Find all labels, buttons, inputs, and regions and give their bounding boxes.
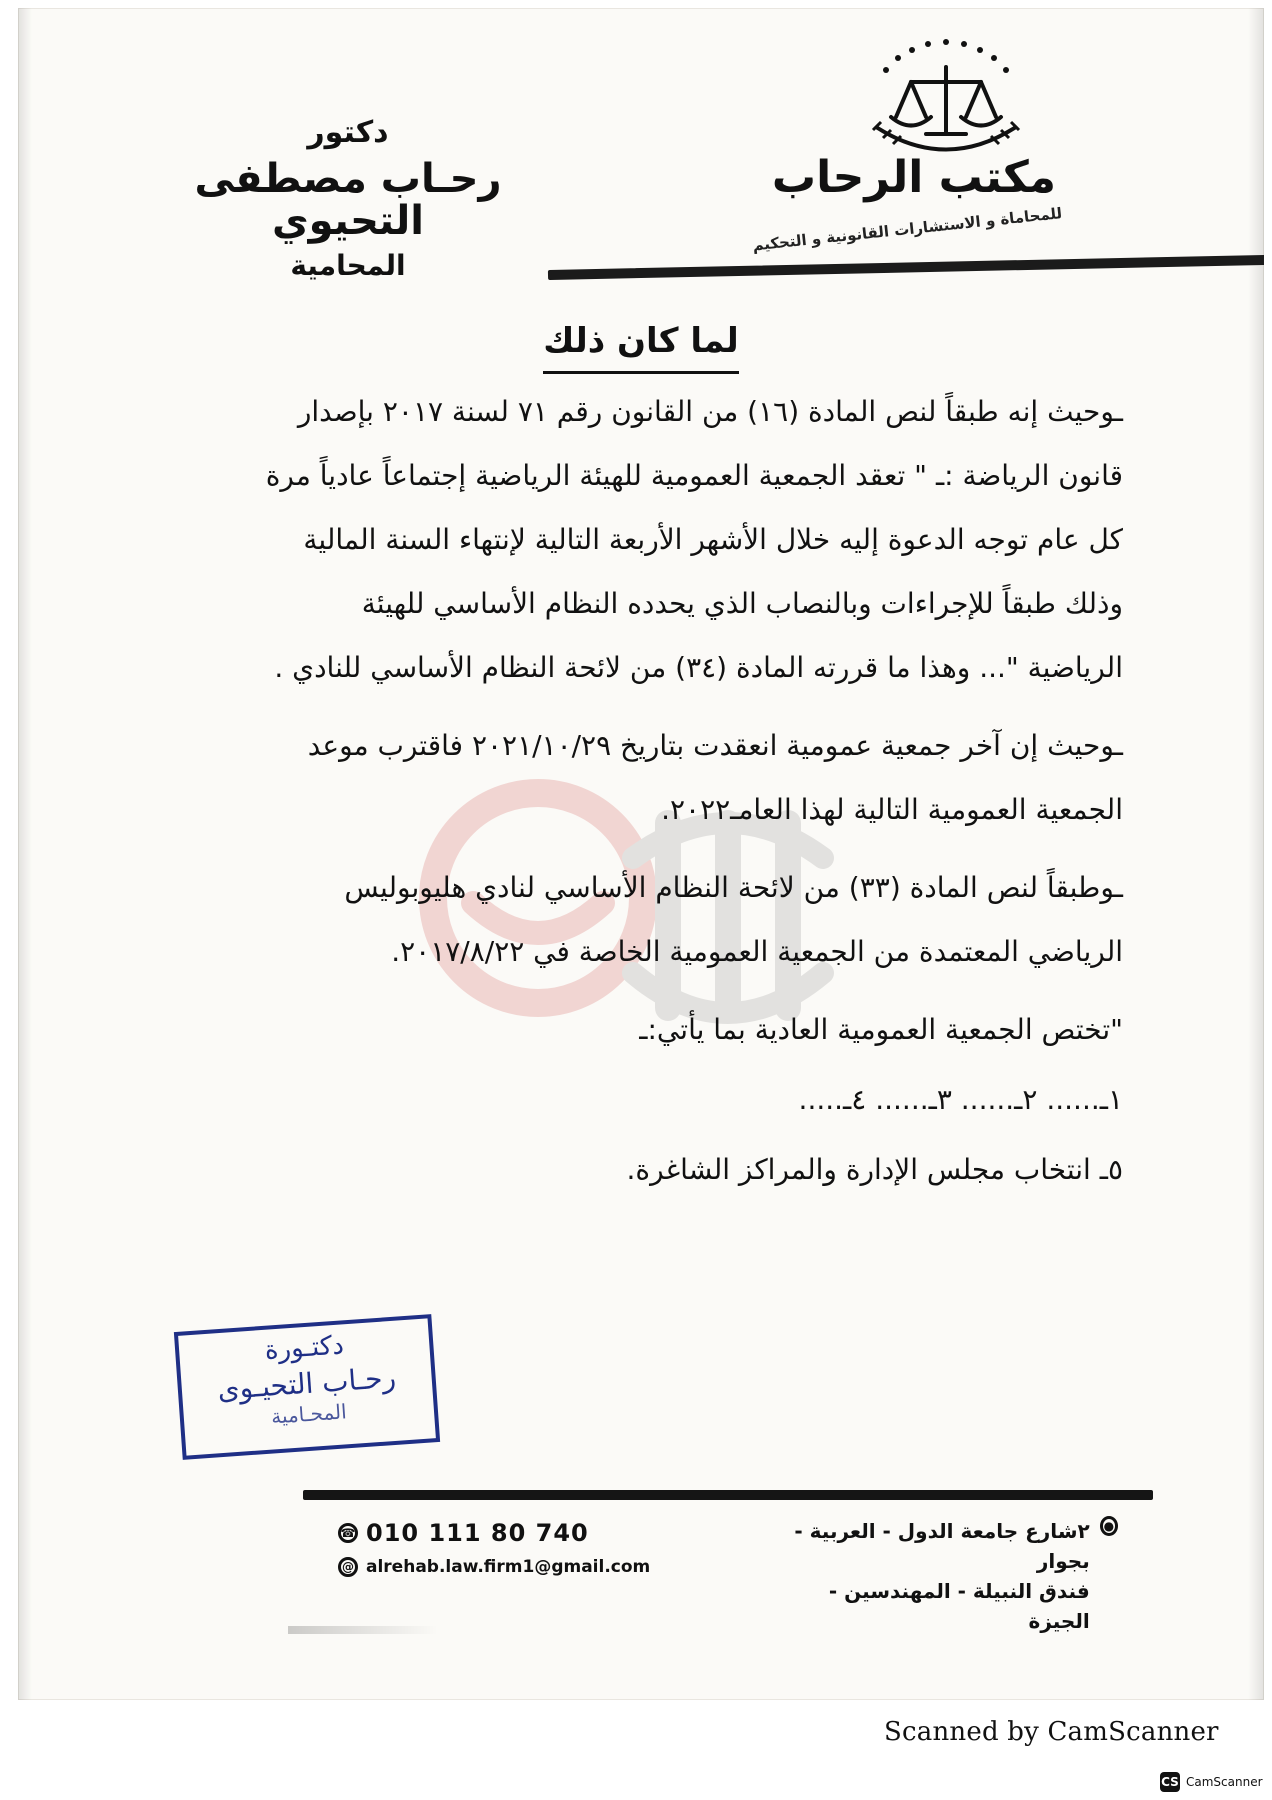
signature-stamp bbox=[174, 1314, 440, 1460]
stamp-line-1: دكتـورة bbox=[263, 1330, 345, 1366]
author-name: رحـاب مصطفى التحيوي bbox=[194, 156, 502, 244]
section-title-text: لما كان ذلك bbox=[543, 321, 738, 374]
stamp-line-3: المحـامية bbox=[270, 1399, 348, 1429]
scan-edge-left bbox=[18, 8, 32, 1700]
office-logo-title: مكتب الرحاب bbox=[771, 152, 1056, 203]
footer-address-line-2: فندق النبيلة - المهندسين - الجيزة bbox=[828, 1579, 1090, 1633]
footer-rule bbox=[303, 1490, 1153, 1500]
phone-icon: ☎ bbox=[338, 1523, 358, 1543]
camscanner-badge: CS bbox=[1160, 1772, 1180, 1792]
office-logo-subtitle: للمحاماة و الاستشارات القانونية و التحكيم bbox=[751, 204, 1063, 255]
stamp-line-2: رحـاب التحيـوى bbox=[216, 1360, 398, 1407]
footer-phone-row bbox=[338, 1516, 658, 1550]
section-title bbox=[18, 321, 1264, 374]
paragraph-3: ـوطبقاً لنص المادة (٣٣) من لائحة النظام الأساسي لنادي هليوبوليس الرياضي المعتمدة من الجمعية العمومية الخاصة في ٢٠١٧/٨/٢٢. bbox=[344, 871, 1123, 968]
footer-address-line-1: ٢شارع جامعة الدول - العربية - بجوار bbox=[794, 1519, 1090, 1573]
paragraph-4: "تختص الجمعية العمومية العادية بما يأتي:ـ bbox=[639, 1013, 1123, 1046]
author-title: دكتور bbox=[307, 115, 389, 150]
author-header bbox=[168, 115, 528, 282]
office-logo bbox=[736, 16, 1096, 266]
scan-smudge bbox=[288, 1626, 438, 1634]
scanned-page bbox=[18, 8, 1264, 1700]
footer bbox=[338, 1516, 1118, 1633]
document-body bbox=[263, 380, 1123, 1216]
paragraph-2: ـوحيث إن آخر جمعية عمومية انعقدت بتاريخ ٢٠٢١/١٠/٢٩ فاقترب موعد الجمعية العمومية التالية لهذا العامـ٢٠٢٢. bbox=[307, 729, 1123, 826]
email-icon: @ bbox=[338, 1557, 358, 1577]
camscanner-caption: Scanned by CamScanner bbox=[884, 1717, 1219, 1747]
footer-email-row bbox=[338, 1550, 658, 1584]
footer-contact bbox=[338, 1516, 658, 1584]
footer-address-text bbox=[778, 1516, 1090, 1636]
footer-address-row bbox=[778, 1516, 1118, 1636]
location-icon: ● bbox=[1100, 1516, 1118, 1536]
camscanner-logo bbox=[1160, 1772, 1263, 1792]
author-role: المحامية bbox=[290, 249, 406, 282]
footer-email: alrehab.law.firm1@gmail.com bbox=[366, 1557, 651, 1577]
paragraph-1: ـوحيث إنه طبقاً لنص المادة (١٦) من القانون رقم ٧١ لسنة ٢٠١٧ بإصدار قانون الرياضة :ـ " تعقد الجمعية العمومية للهيئة الرياضية إجتماعاً عادياً مرة كل عام توجه الدعوة إليه خلال الأشهر الأربعة التالية لإنتهاء السنة المالية وذلك طبقاً للإجراءات وبالنصاب الذي يحدده النظام الأساسي للهيئة الرياضية "... وهذا ما قررته المادة (٣٤) من لائحة النظام الأساسي للنادي . bbox=[265, 395, 1123, 684]
footer-phone: 010 111 80 740 bbox=[366, 1519, 589, 1547]
paragraph-6: ٥ـ انتخاب مجلس الإدارة والمراكز الشاغرة. bbox=[626, 1153, 1123, 1186]
footer-address bbox=[778, 1516, 1118, 1636]
paragraph-5: ١ـ...... ٢ـ...... ٣ـ...... ٤ـ..... bbox=[798, 1083, 1123, 1116]
scales-of-justice-icon bbox=[856, 22, 1036, 172]
camscanner-brand: CamScanner bbox=[1186, 1775, 1263, 1789]
